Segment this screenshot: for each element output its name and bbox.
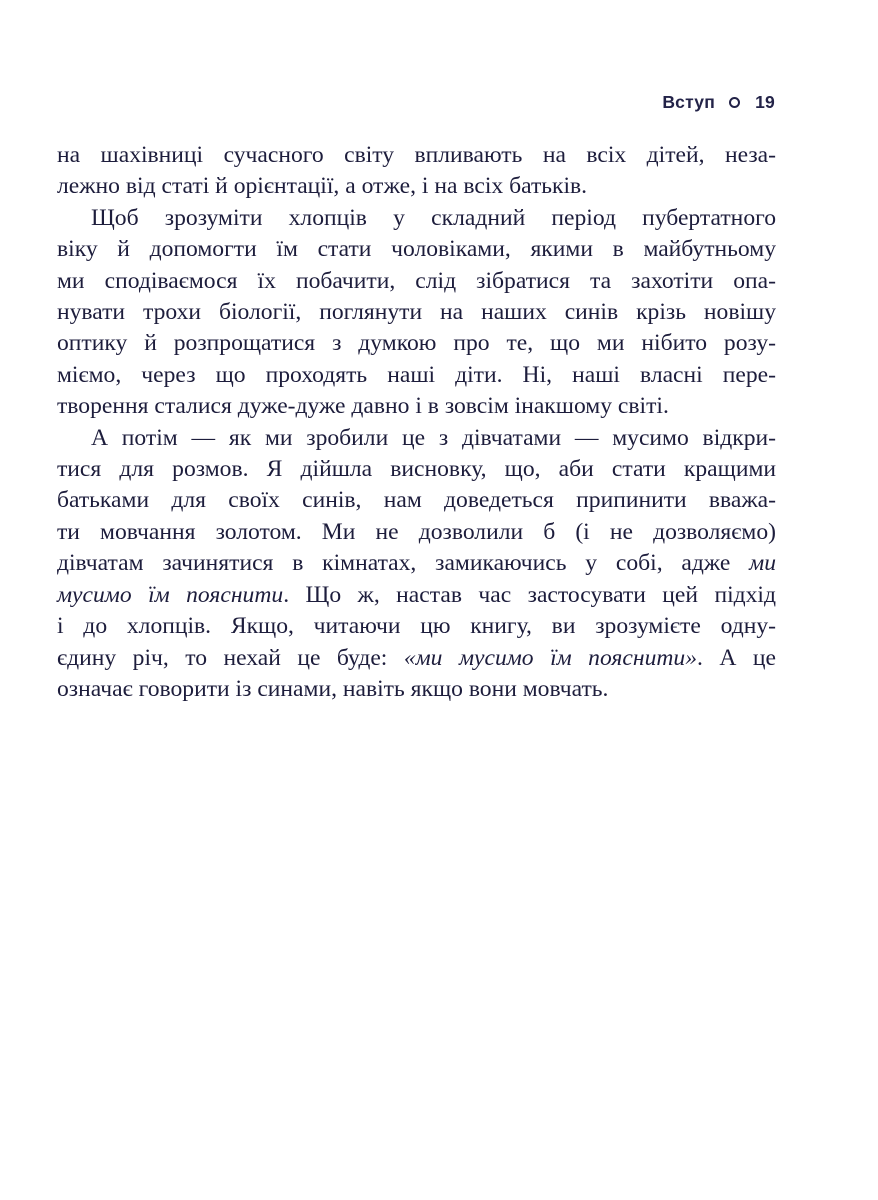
text-line: на шахівниці сучасного світу впливають на всіх дітей, неза- [57,142,776,168]
text-line: творення сталися дуже-дуже давно і в зовсім інакшому світі. [57,393,669,420]
running-head-chapter: Вступ [662,91,715,112]
text-line: батьками для своїх синів, нам доведеться припинити вважа- [57,487,776,514]
text-line [57,580,776,611]
text-run: єдину річ, то нехай це буде: [57,644,404,671]
paragraph-2 [57,203,776,423]
text-run: . А це [697,644,776,671]
paragraph-1 [57,140,776,203]
text-line: оптику й розпрощатися з думкою про те, що ми нібито розу- [57,330,776,357]
text-line: нувати трохи біології, поглянути на наших синів крізь новішу [57,299,776,326]
paragraph-3 [57,423,776,706]
text-line: А потім — як ми зробили це з дівчатами — мусимо відкри- [91,424,776,451]
text-line [57,548,776,579]
page-number: 19 [755,91,775,112]
text-line: тися для розмов. Я дійшла висновку, що, аби стати кращими [57,456,776,483]
body-text [57,140,776,705]
text-line: віку й допомогти їм стати чоловіками, якими в майбутньому [57,236,776,263]
text-line: лежно від статі й орієнтації, а отже, і на всіх батьків. [57,173,588,200]
text-line: означає говорити із синами, навіть якщо вони мовчать. [57,675,609,702]
text-line: ти мовчання золотом. Ми не дозволили б (і не дозволяємо) [57,518,776,545]
text-line: міємо, через що проходять наші діти. Ні, наші власні пере- [57,361,776,388]
running-head [57,89,775,115]
emphasis-run: ми [749,550,776,577]
text-run: . Що ж, настав час застосувати цей підхід [283,581,776,608]
text-line: і до хлопців. Якщо, читаючи цю книгу, ви зрозумієте одну- [57,613,776,640]
text-line [57,643,776,674]
text-run: дівчатам зачинятися в кімнатах, замикаючись у собі, адже [57,550,750,577]
emphasis-run: «ми мусимо їм пояснити» [403,644,698,671]
circle-icon [729,97,740,108]
text-line: ми сподіваємося їх побачити, слід зібратися та захотіти опа- [57,267,776,294]
emphasis-run: мусимо їм пояснити [57,581,284,608]
text-line: Щоб зрозуміти хлопців у складний період пубертатного [91,204,776,231]
